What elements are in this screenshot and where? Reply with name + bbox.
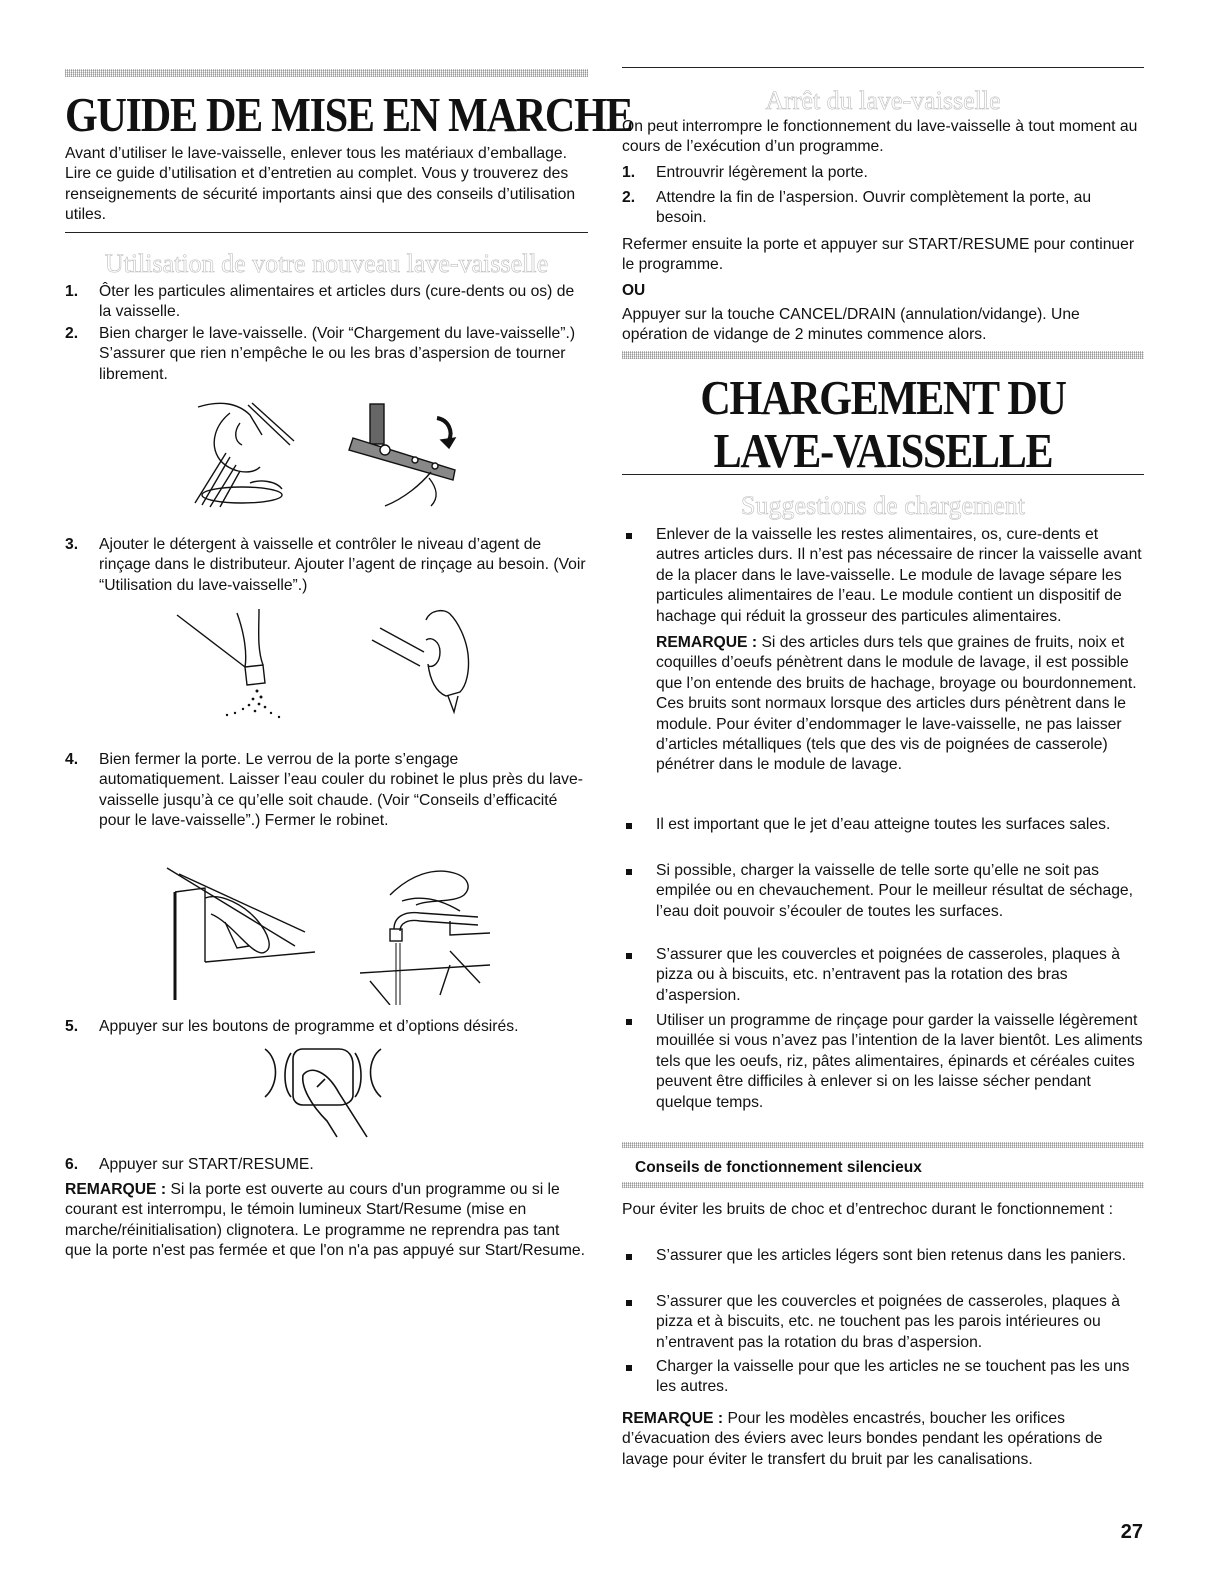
suggest-item-2: Il est important que le jet d’eau atteigne toutes les surfaces sales.	[622, 815, 1144, 835]
step-4: 4. Bien fermer la porte. Le verrou de la porte s’engage automatiquement. Laisser l’eau couler du robinet le plus près du lave-vaisselle jusqu’à ce qu’elle soit chaude. (Voir “Conseils d’efficacité pour le lave-vaisselle”.) Fermer le robinet.	[65, 751, 583, 830]
quiet-top-dotted-rule	[622, 1142, 1144, 1148]
faucet-running-illustration	[350, 855, 495, 1005]
quiet-note: REMARQUE : Pour les modèles encastrés, boucher les orifices d’évacuation des éviers avec leurs bondes pendant les opérations de lavage pour éviter le transfert du bruit par les canalisations.	[622, 1410, 1103, 1468]
step-1: 1. Ôter les particules alimentaires et articles durs (cure-dents ou os) de la vaisselle.	[65, 283, 575, 321]
section-heading-suggestions: Suggestions de chargement	[740, 491, 1026, 520]
hand-scraping-plate-illustration	[190, 395, 300, 510]
top-dotted-rule	[65, 69, 588, 77]
or-label: OU	[622, 282, 646, 299]
suggest-item-3: Si possible, charger la vaisselle de telle sorte qu’elle ne soit pas empilée ou en chevauchement. Pour le meilleur résultat de séchage, l’eau doit pouvoir s’écouler de toutes les surfaces.	[622, 861, 1144, 922]
bullet-icon	[626, 533, 632, 539]
page-number: 27	[1120, 1521, 1143, 1543]
right-top-rule	[622, 67, 1144, 68]
step-2: 2. Bien charger le lave-vaisselle. (Voir “Chargement du lave-vaisselle”.) S’assurer que rien n’empêche le ou les bras d’aspersion de tourner librement.	[65, 325, 576, 383]
section-rule	[65, 232, 588, 233]
door-closing-illustration	[165, 862, 315, 1002]
startup-note	[65, 1180, 588, 1262]
step-text: Appuyer sur START/RESUME.	[99, 1156, 314, 1173]
step-6: 6. Appuyer sur START/RESUME.	[65, 1156, 314, 1173]
note-text: Si la porte est ouverte au cours d'un programme ou si le courant est interrompu, le témoin lumineux Start/Resume (mise en marche/réinitialisation) clignotera. Le programme ne reprendra pas tant que la porte n'est pas fermée et que l'on n'a pas appuyé sur Start/Resume.	[65, 1181, 586, 1260]
spray-arm-rotation-illustration	[345, 398, 465, 513]
bullet-icon	[626, 1254, 632, 1260]
section-heading-utilisation: Utilisation de votre nouveau lave-vaisselle	[104, 249, 549, 278]
quiet-item-1: S’assurer que les articles légers sont bien retenus dans les paniers.	[622, 1246, 1144, 1266]
suggest-item-5: Utiliser un programme de rinçage pour garder la vaisselle légèrement mouillée si vous n’avez pas l’intention de la laver bientôt. Les aliments tels que les oeufs, riz, pâtes alimentaires, épinards et céréales cuites peuvent être difficiles à enlever si on les laisse sécher pendant quelque temps.	[622, 1011, 1144, 1113]
step-text: Appuyer sur les boutons de programme et d’options désirés.	[99, 1018, 519, 1035]
note-label: REMARQUE :	[65, 1181, 167, 1198]
bullet-icon	[626, 823, 632, 829]
step-text: Ajouter le détergent à vaisselle et contrôler le niveau d’agent de rinçage dans le distributeur. Ajouter l’agent de rinçage au besoin. (Voir “Utilisation du lave-vaisselle”.)	[99, 536, 586, 594]
stop-step-2: 2. Attendre la fin de l’aspersion. Ouvrir complètement la porte, au besoin.	[622, 189, 1092, 227]
detergent-pour-illustration	[175, 605, 305, 720]
stop-after: Refermer ensuite la porte et appuyer sur START/RESUME pour continuer le programme.	[622, 236, 1135, 274]
section-heading-arret: Arrêt du lave-vaisselle	[765, 86, 1001, 115]
step-text: Ôter les particules alimentaires et articles durs (cure-dents ou os) de la vaisselle.	[99, 283, 575, 321]
loading-dotted-rule	[622, 351, 1144, 359]
rinse-aid-bottle-illustration	[370, 600, 480, 720]
quiet-bottom-dotted-rule	[622, 1182, 1144, 1188]
bullet-icon	[626, 869, 632, 875]
quiet-item-2: S’assurer que les couvercles et poignées de casseroles, plaques à pizza et à biscuits, etc. ne touchent pas les parois intérieures ou n’entravent pas la rotation du bras d’aspersion.	[622, 1292, 1144, 1353]
suggest-item-1: Enlever de la vaisselle les restes alimentaires, os, cure-dents et autres articles durs. Il n’est pas nécessaire de rincer la vaisselle avant de la placer dans le lave-vaisselle. Le module de lavage sépare les particules alimentaires de l’eau. Le module contient un dispositif de hachage qui réduit la grosseur des particules alimentaires. REMARQUE : Si des articles durs tels que graines de fruits, noix et coquilles d’oeufs pénètrent dans le module de lavage, il est possible que l’on entende des bruits de hachage, broyage ou bourdonnement. Ces bruits sont normaux lorsque des articles durs pénètrent dans le module. Pour éviter d’endommager le lave-vaisselle, ne pas laisser d’articles métalliques (tels que des vis de poignées de casserole) pénétrer dans le module de lavage.	[622, 525, 1144, 776]
loading-title: CHARGEMENT DU LAVE-VAISSELLE	[700, 370, 1066, 478]
intro-paragraph: Avant d’utiliser le lave-vaisselle, enlever tous les matériaux d’emballage. Lire ce guide d’utilisation et d’entretien au complet. Vous y trouverez des renseignements de sécurité importants ainsi que des conseils d’utilisation utiles.	[65, 145, 576, 224]
quiet-title: Conseils de fonctionnement silencieux	[635, 1159, 922, 1176]
page-title: GUIDE DE MISE EN MARCHE	[65, 87, 633, 142]
quiet-intro: Pour éviter les bruits de choc et d’entrechoc durant le fonctionnement :	[622, 1201, 1113, 1218]
quiet-item-3: Charger la vaisselle pour que les articles ne se touchent pas les uns les autres.	[622, 1357, 1144, 1398]
cancel-text: Appuyer sur la touche CANCEL/DRAIN (annulation/vidange). Une opération de vidange de 2 minutes commence alors.	[622, 306, 1080, 344]
stop-step-1: 1. Entrouvrir légèrement la porte.	[622, 164, 868, 181]
stop-intro: On peut interrompre le fonctionnement du lave-vaisselle à tout moment au cours de l’exécution d’un programme.	[622, 118, 1138, 156]
suggest-item-4: S’assurer que les couvercles et poignées de casseroles, plaques à pizza ou à biscuits, etc. n’entravent pas la rotation des bras d’aspersion.	[622, 945, 1144, 1006]
step-5: 5. Appuyer sur les boutons de programme et d’options désirés.	[65, 1018, 519, 1035]
step-3: 3. Ajouter le détergent à vaisselle et contrôler le niveau d’agent de rinçage dans le distributeur. Ajouter l’agent de rinçage au besoin. (Voir “Utilisation du lave-vaisselle”.)	[65, 536, 586, 594]
bullet-icon	[626, 953, 632, 959]
step-text: Bien charger le lave-vaisselle. (Voir “Chargement du lave-vaisselle”.) S’assurer que rien n’empêche le ou les bras d’aspersion de tourner librement.	[99, 325, 576, 383]
button-press-illustration	[255, 1045, 405, 1141]
step-text: Bien fermer la porte. Le verrou de la porte s’engage automatiquement. Laisser l’eau couler du robinet le plus près du lave-vaisselle jusqu’à ce qu’elle soit chaude. (Voir “Conseils d’efficacité pour le lave-vaisselle”.) Fermer le robinet.	[99, 751, 583, 830]
suggest-note: REMARQUE : Si des articles durs tels que graines de fruits, noix et coquilles d’oeufs pénètrent dans le module de lavage, il est possible que l’on entende des bruits de hachage, broyage ou bourdonnement. Ces bruits sont normaux lorsque des articles durs pénètrent dans le module. Pour éviter d’endommager le lave-vaisselle, ne pas laisser d’articles métalliques (tels que des vis de poignées de casserole) pénétrer dans le module de lavage.	[656, 634, 1137, 774]
bullet-icon	[626, 1300, 632, 1306]
bullet-icon	[626, 1019, 632, 1025]
bullet-icon	[626, 1365, 632, 1371]
loading-rule	[622, 474, 1144, 475]
